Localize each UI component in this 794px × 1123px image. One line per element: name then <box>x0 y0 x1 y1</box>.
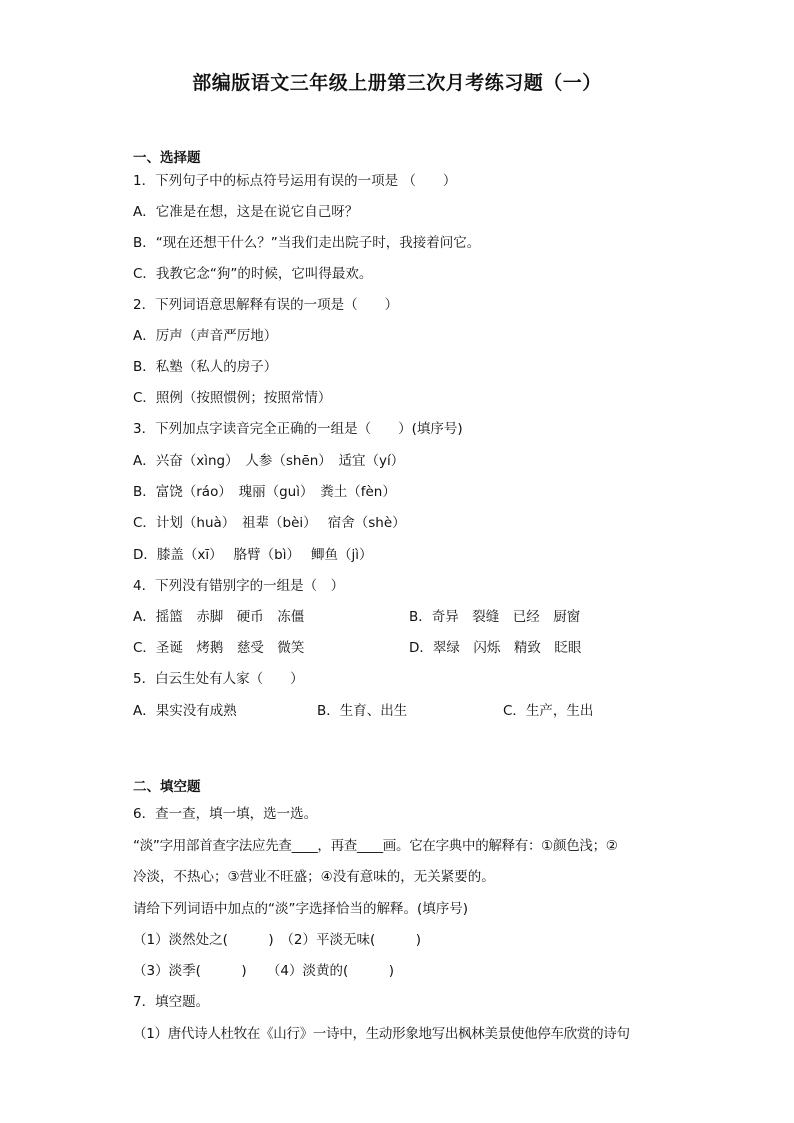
q6-stem: 6．查一查，填一填，选一选。 <box>133 806 318 822</box>
q4-option-a: A．摇篮 赤脚 硬币 冻僵 <box>133 609 305 625</box>
q4-option-c: C．圣诞 烤鹅 慈受 微笑 <box>133 640 305 656</box>
q6-line-2: 冷淡，不热心；③营业不旺盛；④没有意味的，无关紧要的。 <box>133 869 495 885</box>
q3-stem: 3．下列加点字读音完全正确的一组是（ ）(填序号) <box>133 421 463 437</box>
section-heading-fill: 二、填空题 <box>133 779 201 795</box>
q4-stem: 4．下列没有错别字的一组是（ ） <box>133 578 345 594</box>
q4-row-2 <box>133 639 673 657</box>
section-heading-choice: 一、选择题 <box>133 150 201 166</box>
q7-stem: 7．填空题。 <box>133 994 210 1010</box>
q1-option-a: A．它准是在想，这是在说它自己呀？ <box>133 204 359 220</box>
q5-option-c: C．生产，生出 <box>503 703 594 719</box>
q4-row-1 <box>133 608 673 626</box>
q7-line-1: （1）唐代诗人杜牧在《山行》一诗中，生动形象地写出枫林美景使他停车欣赏的诗句 <box>133 1026 630 1042</box>
q3-option-d: D．膝盖（xī） 胳臂（bì） 鲫鱼（jì） <box>133 547 373 563</box>
q6-line-3: 请给下列词语中加点的“淡”字选择恰当的解释。(填序号) <box>133 901 469 917</box>
q1-stem: 1．下列句子中的标点符号运用有误的一项是 （ ） <box>133 173 457 189</box>
q6-line-5: （3）淡季( ) （4）淡黄的( ) <box>133 963 394 979</box>
q2-option-a: A．厉声（声音严厉地） <box>133 328 278 344</box>
q1-option-b: B．“现在还想干什么？”当我们走出院子时，我接着问它。 <box>133 235 481 251</box>
q5-stem: 5．白云生处有人家（ ） <box>133 671 304 687</box>
q3-option-a: A．兴奋（xìng） 人参（shēn） 适宜（yí） <box>133 453 405 469</box>
q6-line-1: “淡”字用部首查字法应先查____，再查____画。它在字典中的解释有：①颜色浅；② <box>133 838 618 854</box>
q4-option-b: B．奇异 裂缝 已经 厨窗 <box>409 609 581 625</box>
q5-option-b: B．生育、出生 <box>317 703 408 719</box>
page-title: 部编版语文三年级上册第三次月考练习题（一） <box>192 72 602 94</box>
q4-option-d: D．翠绿 闪烁 精致 眨眼 <box>409 640 582 656</box>
q6-line-4: （1）淡然处之( ) （2）平淡无味( ) <box>133 932 421 948</box>
q2-stem: 2．下列词语意思解释有误的一项是（ ） <box>133 297 399 313</box>
q2-option-c: C．照例（按照惯例；按照常情） <box>133 390 332 406</box>
q3-option-b: B．富饶（ráo） 瑰丽（guì） 粪土（fèn） <box>133 484 396 500</box>
q2-option-b: B．私塾（私人的房子） <box>133 359 278 375</box>
q3-option-c: C．计划（huà） 祖辈（bèi） 宿舍（shè） <box>133 515 406 531</box>
q5-row <box>133 702 673 720</box>
q1-option-c: C．我教它念“狗”的时候，它叫得最欢。 <box>133 266 373 282</box>
q5-option-a: A．果实没有成熟 <box>133 703 237 719</box>
